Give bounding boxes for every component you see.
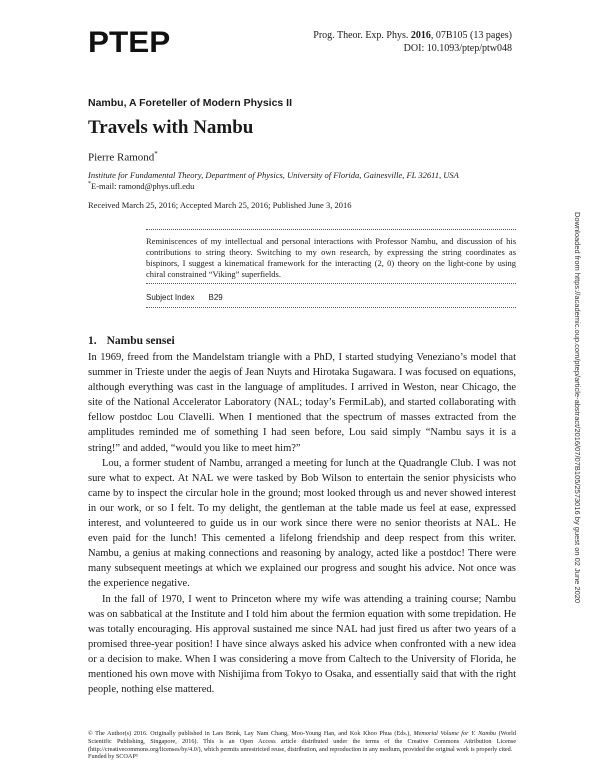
download-watermark: Downloaded from https://academic.oup.com/ptep/article-abstract/2016/07/07B105/2573016 by guest on 02 June 2020	[573, 212, 582, 604]
doi[interactable]: DOI: 10.1093/ptep/ptw048	[403, 43, 512, 54]
author	[88, 150, 158, 164]
series-title: Nambu, A Foreteller of Modern Physics II	[88, 97, 293, 109]
footer-book-title: Memorial Volume for Y. Nambu	[413, 730, 497, 737]
article-title: Travels with Nambu	[88, 117, 254, 138]
publication-dates: Received March 25, 2016; Accepted March 25, 2016; Published June 3, 2016	[88, 200, 352, 210]
paragraph: In 1969, freed from the Mandelstam triangle with a PhD, I started studying Veneziano’s model that summer in Trieste under the aegis of Jean Nuyts and Hirotaka Sugawara. I was focused on equations, although everything was cast in the language of amplitudes. I arrived in Weston, near Chicago, the site of the National Accelerator Laboratory (NAL; today’s FermiLab), and started collaborating with fellow postdoc Lou Clavelli. When I mentioned that the spectrum of masses extracted from the amplitudes reminded me of something I had seen before, Lou said simply “Nambu says it is a string!” and added, “would you like to meet him?”	[88, 352, 516, 454]
abstract-rule-middle	[146, 283, 516, 284]
section-body	[88, 350, 516, 697]
copyright-footer	[88, 730, 516, 761]
email-mark: *	[88, 181, 91, 188]
section-title: Nambu sensei	[106, 335, 175, 347]
journal-pages: , 07B105 (13 pages)	[430, 30, 512, 41]
footer-text-b: (World Scientific Publishing, Singapore, 2016). This is an Open Access article distributed under the terms of the Creative Commons Attribution License (http://creativecommons.org/licenses/by/4.0/), which permits unrestricted reuse, distribution, and reproduction in any medium, provided the original work is properly cited.	[88, 730, 516, 753]
subject-index-label: Subject Index	[146, 293, 195, 302]
email[interactable]	[88, 181, 194, 191]
journal-name: Prog. Theor. Exp. Phys.	[313, 30, 409, 41]
paragraph: Lou, a former student of Nambu, arranged a meeting for lunch at the Quadrangle Club. I was not sure what to expect. At NAL we were tasked by Bob Wilson to entertain the senior physicists who came by to inspect the circular hole in the ground; most looked through us and never showed interest in our work, or so I felt. To my delight, the gentleman at the table made us feel at ease, expressed interest, and volunteered to guide us in our work since there were no senior theorists at NAL. He even paid for the lunch! This cemented a lifelong friendship and deep respect from this writer. Nambu, a genius at making connections and reasoning by analogy, acted like a postdoc! There were many subsequent meetings at which we explained our progress and sought his advice. Not once was the experience negative.	[88, 457, 516, 590]
section-heading	[88, 335, 175, 347]
footer-text-a: © The Author(s) 2016. Originally published in Lars Brink, Lay Nam Chang, Moo-Young Han, and Kok Khoo Phua (Eds.),	[88, 730, 414, 737]
journal-logo: PTEP	[88, 26, 171, 59]
email-text: E-mail: ramond@phys.ufl.edu	[91, 181, 195, 191]
abstract: Reminiscences of my intellectual and personal interactions with Professor Nambu, and discussion of his contributions to string theory. Switching to my own research, by expressing the string coordinates as bispinors, I suggest a kinematical framework for the interacting (2, 0) theory on the light-cone by using chiral constrained “Viking” superfields.	[146, 236, 516, 279]
affiliation: Institute for Fundamental Theory, Department of Physics, University of Florida, Gainesville, FL 32611, USA	[88, 170, 459, 180]
abstract-rule-top	[146, 229, 516, 230]
journal-year: 2016	[410, 30, 431, 41]
subject-index	[146, 293, 223, 302]
journal-citation	[313, 29, 512, 55]
paragraph: In the fall of 1970, I went to Princeton where my wife was attending a training course; Nambu was on sabbatical at the Institute and I told him about the fermion equation with some trepidation. He was totally encouraging. His approval sustained me since NAL had just fired us after two years of a promised three-year position! I have since always asked his advice when confronted with a new idea or a decision to make. When I was considering a move from Caltech to the University of Florida, he mentioned his own move with Nishijima from Tokyo to Osaka, and essentially said that with the right people, nothing else mattered.	[88, 593, 516, 696]
footer-funding: Funded by SCOAP³	[88, 753, 138, 761]
subject-index-code: B29	[208, 293, 223, 302]
abstract-rule-bottom	[146, 307, 516, 308]
author-name: Pierre Ramond	[88, 151, 155, 164]
section-number: 1.	[88, 335, 97, 347]
author-mark: *	[154, 150, 158, 158]
